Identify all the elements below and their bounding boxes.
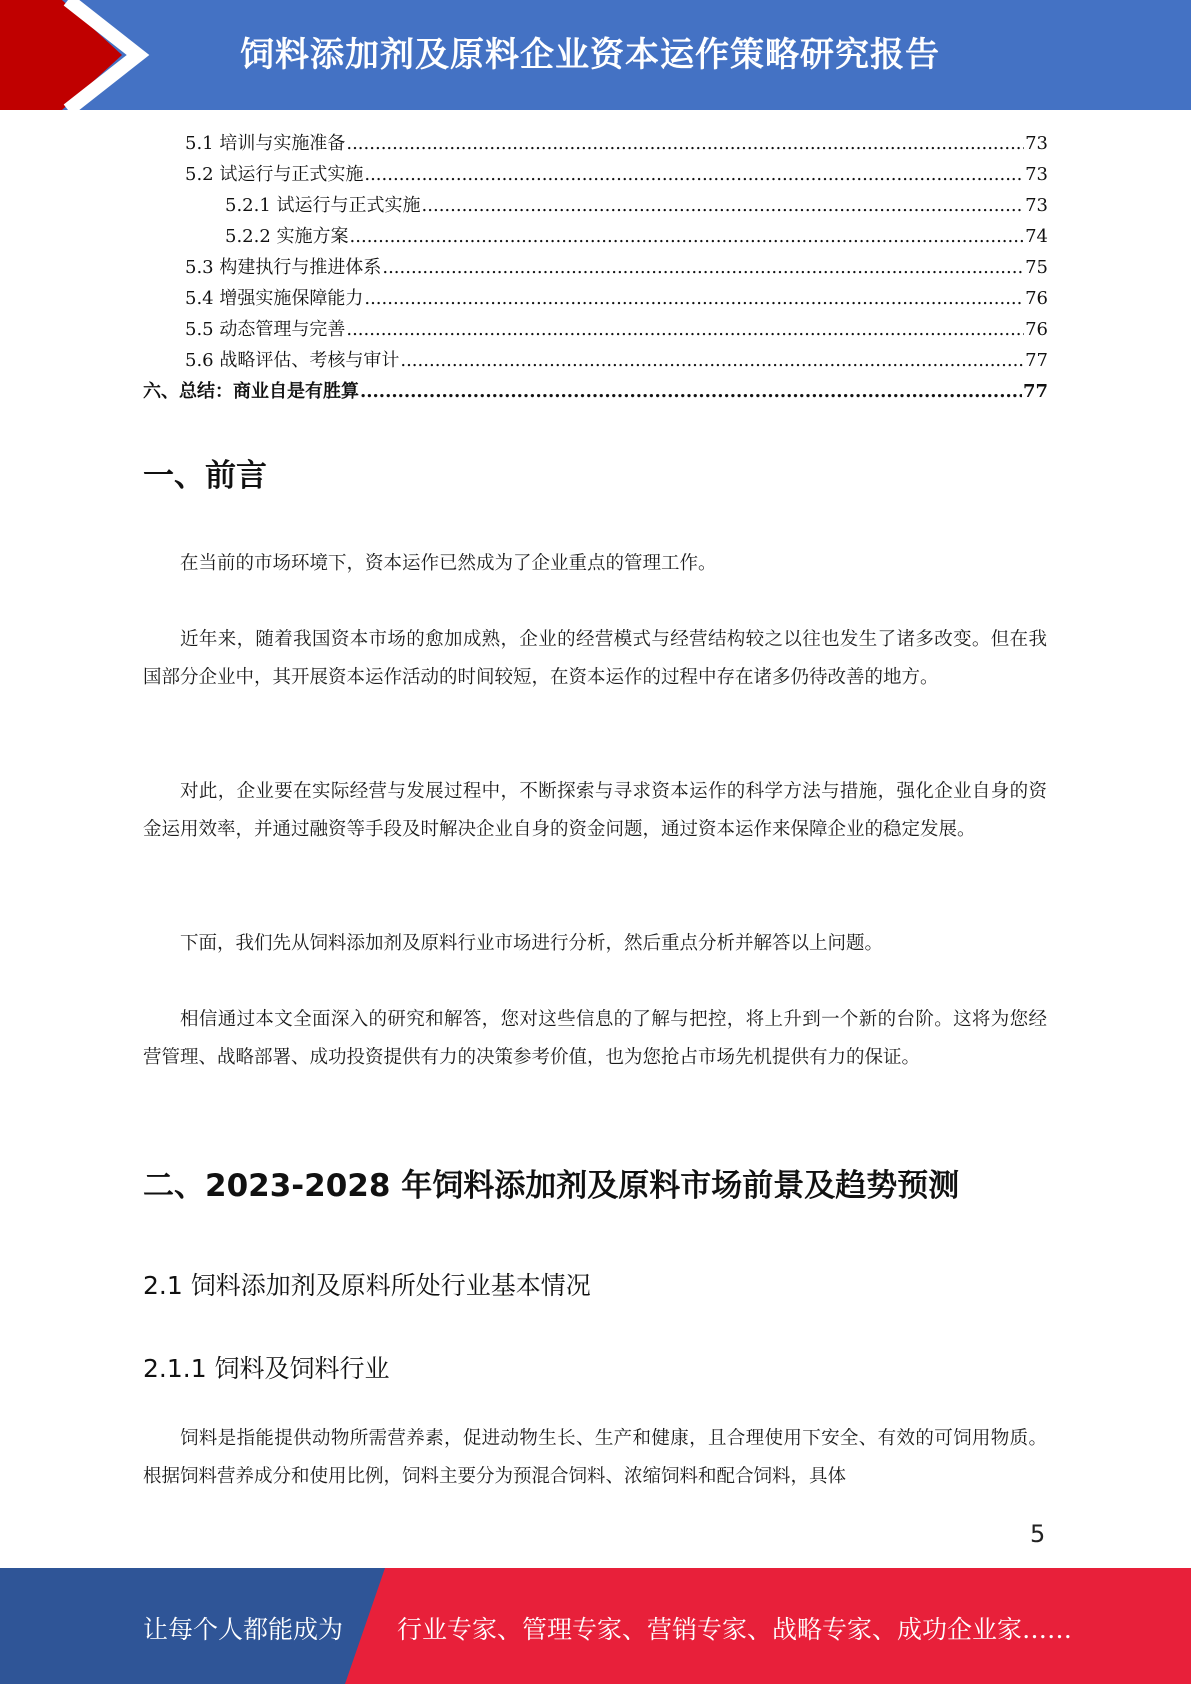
toc-entry-label: 5.3 构建执行与推进体系 bbox=[185, 257, 382, 278]
subsection-heading: 2.1 饲料添加剂及原料所处行业基本情况 bbox=[143, 1271, 591, 1300]
toc-entry-page: 77 bbox=[1025, 350, 1048, 371]
toc-entry-page: 77 bbox=[1022, 381, 1048, 402]
toc-entry-label: 5.2.2 实施方案 bbox=[225, 226, 349, 247]
body-paragraph: 在当前的市场环境下，资本运作已然成为了企业重点的管理工作。 bbox=[180, 553, 717, 574]
section-heading: 二、2023-2028 年饲料添加剂及原料市场前景及趋势预测 bbox=[143, 1168, 960, 1204]
toc-leader bbox=[364, 159, 1024, 190]
body-paragraph: 对此，企业要在实际经营与发展过程中，不断探索与寻求资本运作的科学方法与措施，强化企业自身的资金运用效率，并通过融资等手段及时解决企业自身的资金问题，通过资本运作来保障企业的稳定发展。 bbox=[143, 781, 1047, 840]
subsection-heading: 2.1.1 饲料及饲料行业 bbox=[143, 1354, 390, 1383]
toc-entry-page: 75 bbox=[1025, 257, 1048, 278]
toc-entry-page: 76 bbox=[1025, 288, 1048, 309]
toc-entry[interactable] bbox=[225, 190, 1048, 221]
toc-leader bbox=[400, 345, 1024, 376]
toc-entry-label: 5.1 培训与实施准备 bbox=[185, 133, 346, 154]
toc-entry-page: 73 bbox=[1025, 195, 1048, 216]
toc-entry[interactable] bbox=[185, 252, 1048, 283]
toc-entry[interactable] bbox=[185, 345, 1048, 376]
page-header bbox=[0, 0, 1191, 110]
toc-entry-label: 六、总结：商业自是有胜算 bbox=[143, 381, 359, 402]
toc-entry-label: 5.5 动态管理与完善 bbox=[185, 319, 346, 340]
toc-leader bbox=[422, 190, 1025, 221]
toc-entry[interactable] bbox=[225, 221, 1048, 252]
page-footer bbox=[0, 1568, 1191, 1684]
toc-entry-chapter[interactable] bbox=[143, 376, 1048, 407]
toc-leader bbox=[350, 221, 1025, 252]
toc-entry[interactable] bbox=[185, 283, 1048, 314]
header-chevron-icon bbox=[0, 0, 160, 110]
toc-entry-label: 5.6 战略评估、考核与审计 bbox=[185, 350, 400, 371]
body-paragraph: 饲料是指能提供动物所需营养素，促进动物生长、生产和健康，且合理使用下安全、有效的可饲用物质。根据饲料营养成分和使用比例，饲料主要分为预混合饲料、浓缩饲料和配合饲料，具体 bbox=[143, 1428, 1047, 1487]
toc-entry-page: 73 bbox=[1025, 133, 1048, 154]
page-number: 5 bbox=[1030, 1520, 1046, 1548]
footer-slogan-right: 行业专家、管理专家、营销专家、战略专家、成功企业家…… bbox=[397, 1615, 1073, 1644]
toc-entry-label: 5.4 增强实施保障能力 bbox=[185, 288, 364, 309]
toc-leader bbox=[360, 376, 1022, 407]
toc-entry-page: 76 bbox=[1025, 319, 1048, 340]
toc-entry-page: 74 bbox=[1025, 226, 1048, 247]
toc-leader bbox=[382, 252, 1024, 283]
toc-entry-label: 5.2 试运行与正式实施 bbox=[185, 164, 364, 185]
toc-entry-page: 73 bbox=[1025, 164, 1048, 185]
section-heading: 一、前言 bbox=[143, 458, 267, 494]
toc-entry-label: 5.2.1 试运行与正式实施 bbox=[225, 195, 421, 216]
body-paragraph: 近年来，随着我国资本市场的愈加成熟，企业的经营模式与经营结构较之以往也发生了诸多改变。但在我国部分企业中，其开展资本运作活动的时间较短，在资本运作的过程中存在诸多仍待改善的地方。 bbox=[143, 629, 1047, 688]
body-paragraph: 下面，我们先从饲料添加剂及原料行业市场进行分析，然后重点分析并解答以上问题。 bbox=[180, 933, 884, 954]
header-title: 饲料添加剂及原料企业资本运作策略研究报告 bbox=[240, 35, 940, 75]
toc-leader bbox=[346, 128, 1024, 159]
footer-slogan-left: 让每个人都能成为 bbox=[143, 1615, 344, 1644]
body-paragraph: 相信通过本文全面深入的研究和解答，您对这些信息的了解与把控，将上升到一个新的台阶。这将为您经营管理、战略部署、成功投资提供有力的决策参考价值，也为您抢占市场先机提供有力的保证。 bbox=[143, 1009, 1047, 1068]
toc-leader bbox=[364, 283, 1024, 314]
toc-entry[interactable] bbox=[185, 128, 1048, 159]
toc-entry[interactable] bbox=[185, 314, 1048, 345]
toc-leader bbox=[346, 314, 1024, 345]
toc-entry[interactable] bbox=[185, 159, 1048, 190]
